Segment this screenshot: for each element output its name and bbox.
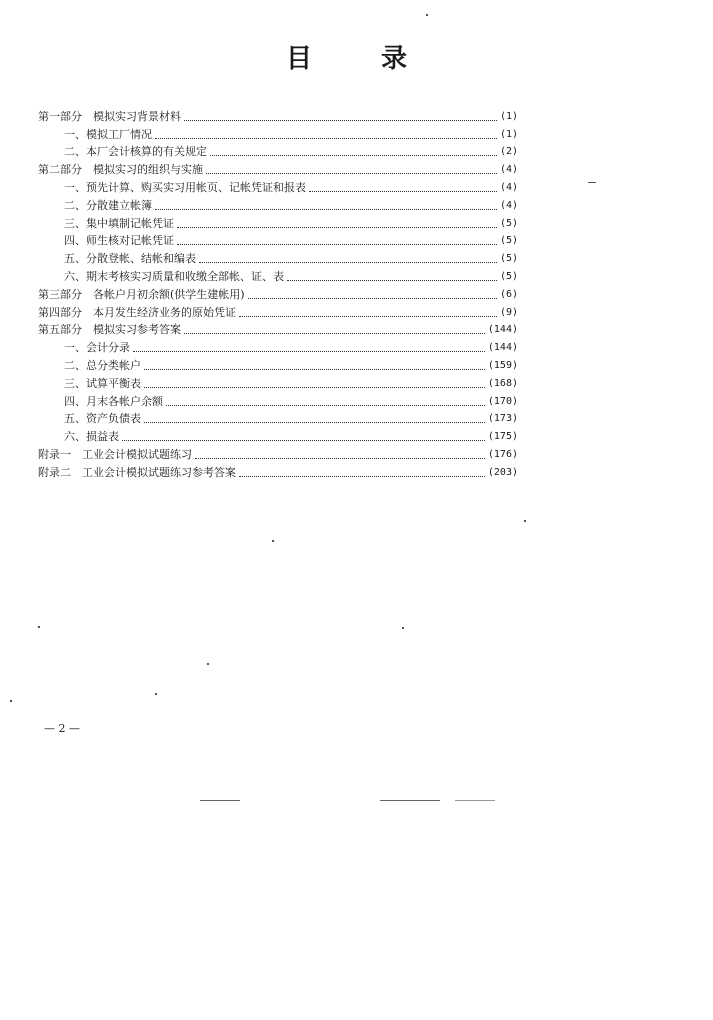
toc-entry-page: (173)	[487, 413, 518, 425]
dot-leader	[210, 155, 497, 156]
scan-line	[200, 800, 240, 801]
toc-entry-page: (175)	[487, 431, 518, 443]
scan-speck	[402, 627, 404, 629]
scan-speck	[272, 540, 274, 542]
table-of-contents	[38, 106, 518, 480]
toc-entry-page: (144)	[487, 324, 518, 336]
toc-entry-label: 第五部分 模拟实习参考答案	[38, 323, 181, 337]
dot-leader	[184, 120, 497, 121]
toc-entry-label: 二、总分类帐户	[64, 358, 141, 372]
toc-entry	[38, 231, 518, 249]
toc-entry	[38, 302, 518, 320]
page-title: 目 录	[285, 44, 438, 74]
toc-entry	[38, 462, 518, 480]
dot-leader	[177, 244, 497, 245]
toc-entry-page: (9)	[499, 306, 518, 318]
dot-leader	[239, 476, 485, 477]
dot-leader	[239, 316, 497, 317]
toc-entry	[38, 426, 518, 444]
toc-entry-label: 一、模拟工厂情况	[64, 127, 152, 141]
toc-entry	[38, 177, 518, 195]
toc-entry	[38, 409, 518, 427]
toc-entry	[38, 142, 518, 160]
toc-entry-label: 第一部分 模拟实习背景材料	[38, 109, 181, 123]
toc-entry-label: 六、损益表	[64, 430, 119, 444]
toc-entry-page: (176)	[487, 448, 518, 460]
dot-leader	[206, 173, 497, 174]
toc-entry-page: (4)	[499, 164, 518, 176]
toc-entry-page: (2)	[499, 146, 518, 158]
toc-entry-label: 一、预先计算、购买实习用帐页、记帐凭证和报表	[64, 180, 306, 194]
toc-entry	[38, 106, 518, 124]
scan-speck	[588, 182, 596, 183]
toc-entry-label: 二、分散建立帐簿	[64, 198, 152, 212]
toc-entry-page: (170)	[487, 395, 518, 407]
dot-leader	[166, 405, 485, 406]
toc-entry-page: (4)	[499, 199, 518, 211]
toc-entry-page: (5)	[499, 253, 518, 265]
dot-leader	[122, 440, 485, 441]
toc-entry-label: 第四部分 本月发生经济业务的原始凭证	[38, 305, 236, 319]
scan-speck	[524, 520, 526, 522]
toc-entry-label: 第二部分 模拟实习的组织与实施	[38, 163, 203, 177]
toc-entry-page: (5)	[499, 235, 518, 247]
toc-entry	[38, 444, 518, 462]
toc-entry-label: 四、月末各帐户余额	[64, 394, 163, 408]
scan-line	[455, 800, 495, 801]
toc-entry	[38, 248, 518, 266]
toc-entry-label: 一、会计分录	[64, 341, 130, 355]
toc-entry-page: (1)	[499, 110, 518, 122]
toc-entry	[38, 266, 518, 284]
toc-entry-label: 三、集中填制记帐凭证	[64, 216, 174, 230]
dot-leader	[144, 422, 485, 423]
toc-entry-label: 五、分散登帐、结帐和编表	[64, 252, 196, 266]
toc-entry-label: 三、试算平衡表	[64, 376, 141, 390]
scan-speck	[10, 700, 12, 702]
dot-leader	[144, 387, 485, 388]
toc-entry-label: 四、师生核对记帐凭证	[64, 234, 174, 248]
toc-entry	[38, 320, 518, 338]
page-number: — 2 —	[44, 722, 80, 735]
toc-entry-page: (4)	[499, 181, 518, 193]
dot-leader	[248, 298, 497, 299]
toc-entry-label: 第三部分 各帐户月初余额(供学生建帐用)	[38, 287, 245, 301]
scan-line	[380, 800, 440, 801]
toc-entry-page: (159)	[487, 359, 518, 371]
dot-leader	[184, 333, 485, 334]
toc-entry-label: 附录二 工业会计模拟试题练习参考答案	[38, 465, 236, 479]
scan-speck	[426, 14, 428, 16]
toc-entry-label: 附录一 工业会计模拟试题练习	[38, 447, 192, 461]
toc-entry-page: (5)	[499, 270, 518, 282]
toc-entry-label: 二、本厂会计核算的有关规定	[64, 145, 207, 159]
scan-speck	[38, 626, 40, 628]
dot-leader	[309, 191, 497, 192]
dot-leader	[133, 351, 485, 352]
toc-entry	[38, 159, 518, 177]
toc-entry	[38, 373, 518, 391]
toc-entry	[38, 284, 518, 302]
toc-entry	[38, 355, 518, 373]
toc-entry	[38, 391, 518, 409]
toc-entry	[38, 337, 518, 355]
toc-entry-page: (144)	[487, 342, 518, 354]
toc-entry	[38, 213, 518, 231]
toc-entry-page: (1)	[499, 128, 518, 140]
dot-leader	[199, 262, 497, 263]
dot-leader	[144, 369, 485, 370]
toc-entry-label: 六、期末考核实习质量和收缴全部帐、证、表	[64, 269, 284, 283]
toc-entry-label: 五、资产负债表	[64, 412, 141, 426]
scan-speck	[155, 693, 157, 695]
dot-leader	[287, 280, 497, 281]
toc-entry-page: (5)	[499, 217, 518, 229]
dot-leader	[155, 209, 497, 210]
dot-leader	[177, 227, 497, 228]
toc-entry	[38, 195, 518, 213]
toc-entry-page: (6)	[499, 288, 518, 300]
dot-leader	[195, 458, 485, 459]
toc-entry-page: (168)	[487, 377, 518, 389]
toc-entry-page: (203)	[487, 466, 518, 478]
dot-leader	[155, 138, 497, 139]
scan-speck	[207, 663, 209, 665]
toc-entry	[38, 124, 518, 142]
